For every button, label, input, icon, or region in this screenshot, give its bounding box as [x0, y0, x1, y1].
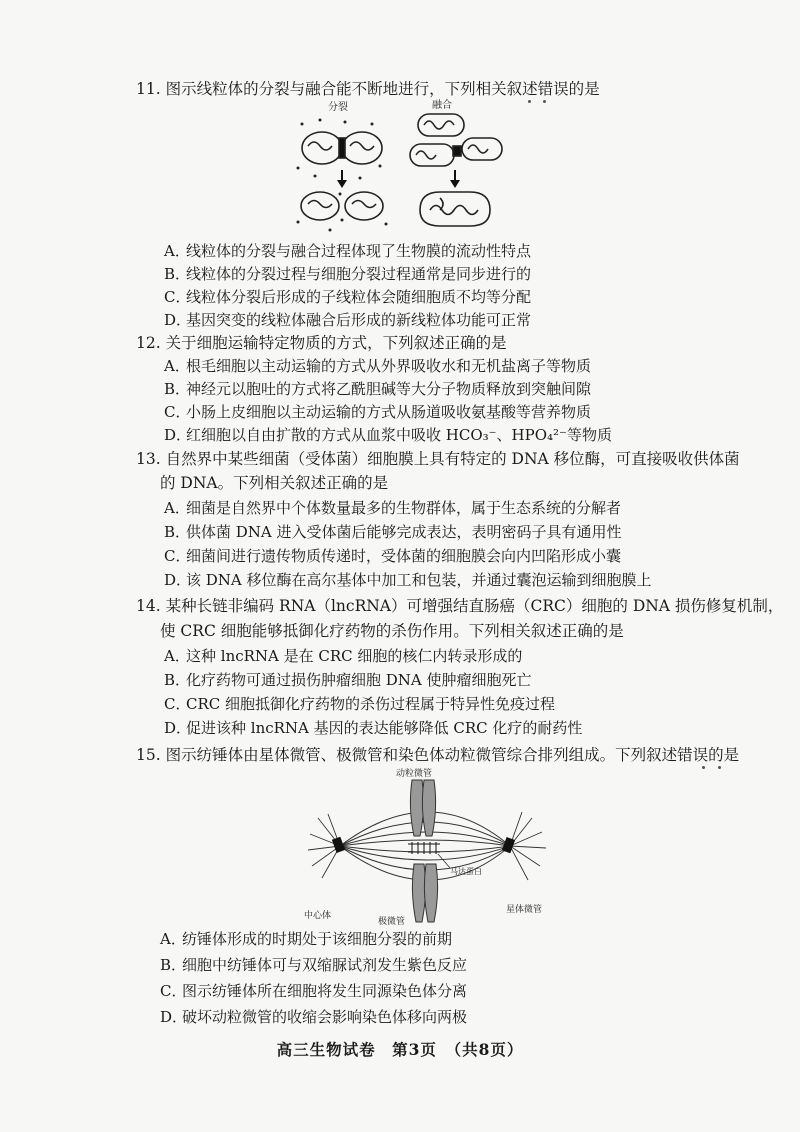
option-letter: A．: [164, 357, 190, 375]
question-13-stem: [136, 448, 740, 470]
option-13-d[interactable]: [164, 569, 652, 591]
option-14-c[interactable]: [164, 693, 555, 715]
motor-proteins: [408, 842, 440, 854]
question-11-stem: [136, 78, 600, 100]
fusion-bottom: [420, 192, 490, 226]
option-text: 图示纺锤体所在细胞将发生同源染色体分离: [182, 982, 468, 1000]
option-text: 线粒体的分裂过程与细胞分裂过程通常是同步进行的: [186, 265, 532, 283]
option-text: 基因突变的线粒体融合后形成的新线粒体功能可正常: [186, 311, 532, 329]
option-letter: D．: [164, 311, 192, 329]
option-text: 细菌是自然界中个体数量最多的生物群体，属于生态系统的分解者: [186, 499, 622, 517]
option-11-c[interactable]: [164, 286, 531, 308]
option-letter: A．: [164, 242, 190, 260]
page-footer: 高三生物试卷 第3页 （共8页）: [276, 1040, 524, 1059]
astral-microtubule-label: 星体微管: [506, 905, 543, 915]
option-letter: B．: [164, 671, 191, 689]
fusion-label: 融合: [432, 100, 452, 111]
option-letter: B．: [160, 956, 187, 974]
question-number: 14.: [136, 597, 161, 615]
question-text-line1: 自然界中某些细菌（受体菌）细胞膜上具有特定的 DNA 移位酶，可直接吸收供体菌: [165, 450, 740, 468]
option-11-b[interactable]: [164, 263, 531, 285]
spindle-figure: [300, 768, 560, 928]
option-letter: C．: [164, 695, 191, 713]
option-text: 神经元以胞吐的方式将乙酰胆碱等大分子物质释放到突触间隙: [186, 380, 592, 398]
astral-microtubules-right: [510, 812, 546, 880]
option-text: 纺锤体形成的时期处于该细胞分裂的前期: [182, 930, 453, 948]
option-letter: C．: [164, 403, 191, 421]
question-text-line1: 某种长链非编码 RNA（lncRNA）可增强结直肠癌（CRC）细胞的 DNA 损伤修复机制，: [165, 597, 784, 615]
question-text: 图示纺锤体由星体微管、极微管和染色体动粒微管综合排列组成。下列叙述错误的是: [165, 746, 740, 764]
option-13-c[interactable]: [164, 545, 621, 567]
option-text: 破坏动粒微管的收缩会影响染色体移向两极: [182, 1008, 468, 1026]
mitochondria-figure: [290, 98, 520, 238]
option-letter: D．: [160, 1008, 188, 1026]
option-11-d[interactable]: [164, 309, 531, 331]
question-number: 12.: [136, 334, 161, 352]
option-text: 该 DNA 移位酶在高尔基体中加工和包装，并通过囊泡运输到细胞膜上: [186, 571, 652, 589]
option-12-d[interactable]: [164, 424, 612, 446]
option-12-a[interactable]: [164, 355, 591, 377]
option-12-c[interactable]: [164, 401, 591, 423]
question-14-stem: [136, 595, 783, 617]
option-13-b[interactable]: [164, 521, 622, 543]
question-text-line2: 使 CRC 细胞能够抵御化疗药物的杀伤作用。下列相关叙述正确的是: [160, 622, 624, 640]
question-15-stem: [136, 744, 739, 766]
polar-microtubule-label: 极微管: [378, 917, 406, 927]
option-letter: A．: [164, 647, 190, 665]
question-12-stem: [136, 332, 507, 354]
fission-top: [302, 132, 382, 164]
centrosome-label: 中心体: [304, 911, 332, 921]
option-letter: C．: [160, 982, 187, 1000]
option-14-b[interactable]: [164, 669, 532, 691]
option-15-c[interactable]: [160, 980, 467, 1002]
emphasis-dot: [718, 766, 721, 769]
motor-protein-label: 马达蛋白: [450, 867, 482, 876]
option-letter: A．: [164, 499, 190, 517]
emphasis-dot: [702, 766, 705, 769]
option-12-b[interactable]: [164, 378, 591, 400]
fusion-top: [410, 114, 502, 166]
option-15-d[interactable]: [160, 1006, 467, 1028]
option-text: 红细胞以自由扩散的方式从血浆中吸收 HCO₃⁻、HPO₄²⁻等物质: [186, 426, 612, 444]
option-15-a[interactable]: [160, 928, 452, 950]
question-text: 关于细胞运输特定物质的方式，下列叙述正确的是: [165, 334, 507, 352]
fission-bottom: [301, 192, 383, 220]
question-number: 15.: [136, 746, 161, 764]
chromosome-bottom: [412, 864, 437, 922]
option-letter: A．: [160, 930, 186, 948]
emphasis-dot: [528, 100, 531, 103]
centrosome-right: [502, 837, 515, 853]
mitochondria-diagram: [290, 98, 520, 238]
option-text: 根毛细胞以主动运输的方式从外界吸收水和无机盐离子等物质: [186, 357, 592, 375]
emphasis-dot: [543, 100, 546, 103]
question-text: 图示线粒体的分裂与融合能不断地进行，下列相关叙述错误的是: [165, 80, 600, 98]
option-letter: D．: [164, 719, 192, 737]
option-letter: B．: [164, 380, 191, 398]
option-letter: D．: [164, 426, 192, 444]
option-letter: C．: [164, 547, 191, 565]
option-text: 细菌间进行遗传物质传递时，受体菌的细胞膜会向内凹陷形成小囊: [186, 547, 622, 565]
spindle-diagram: [300, 768, 560, 928]
question-14-stem-line2: [160, 620, 624, 642]
option-15-b[interactable]: [160, 954, 467, 976]
option-text: 化疗药物可通过损伤肿瘤细胞 DNA 使肿瘤细胞死亡: [186, 671, 532, 689]
option-text: 供体菌 DNA 进入受体菌后能够完成表达，表明密码子具有通用性: [186, 523, 622, 541]
option-letter: C．: [164, 288, 191, 306]
fission-label: 分裂: [328, 102, 348, 113]
option-letter: D．: [164, 571, 192, 589]
option-14-d[interactable]: [164, 717, 582, 739]
option-13-a[interactable]: [164, 497, 621, 519]
kinetochore-label: 动粒微管: [396, 769, 433, 779]
question-13-stem-line2: [160, 472, 388, 494]
option-text: 线粒体的分裂与融合过程体现了生物膜的流动性特点: [186, 242, 532, 260]
chromosome-top: [410, 780, 435, 836]
question-number: 13.: [136, 450, 161, 468]
option-14-a[interactable]: [164, 645, 522, 667]
option-text: 线粒体分裂后形成的子线粒体会随细胞质不均等分配: [186, 288, 532, 306]
option-letter: B．: [164, 523, 191, 541]
option-text: 细胞中纺锤体可与双缩脲试剂发生紫色反应: [182, 956, 468, 974]
option-text: 促进该种 lncRNA 基因的表达能够降低 CRC 化疗的耐药性: [186, 719, 583, 737]
question-text-line2: 的 DNA。下列相关叙述正确的是: [160, 474, 389, 492]
option-text: CRC 细胞抵御化疗药物的杀伤过程属于特异性免疫过程: [186, 695, 556, 713]
option-letter: B．: [164, 265, 191, 283]
option-text: 这种 lncRNA 是在 CRC 细胞的核仁内转录形成的: [186, 647, 523, 665]
question-number: 11.: [136, 80, 161, 98]
option-text: 小肠上皮细胞以主动运输的方式从肠道吸收氨基酸等营养物质: [186, 403, 592, 421]
option-11-a[interactable]: [164, 240, 531, 262]
